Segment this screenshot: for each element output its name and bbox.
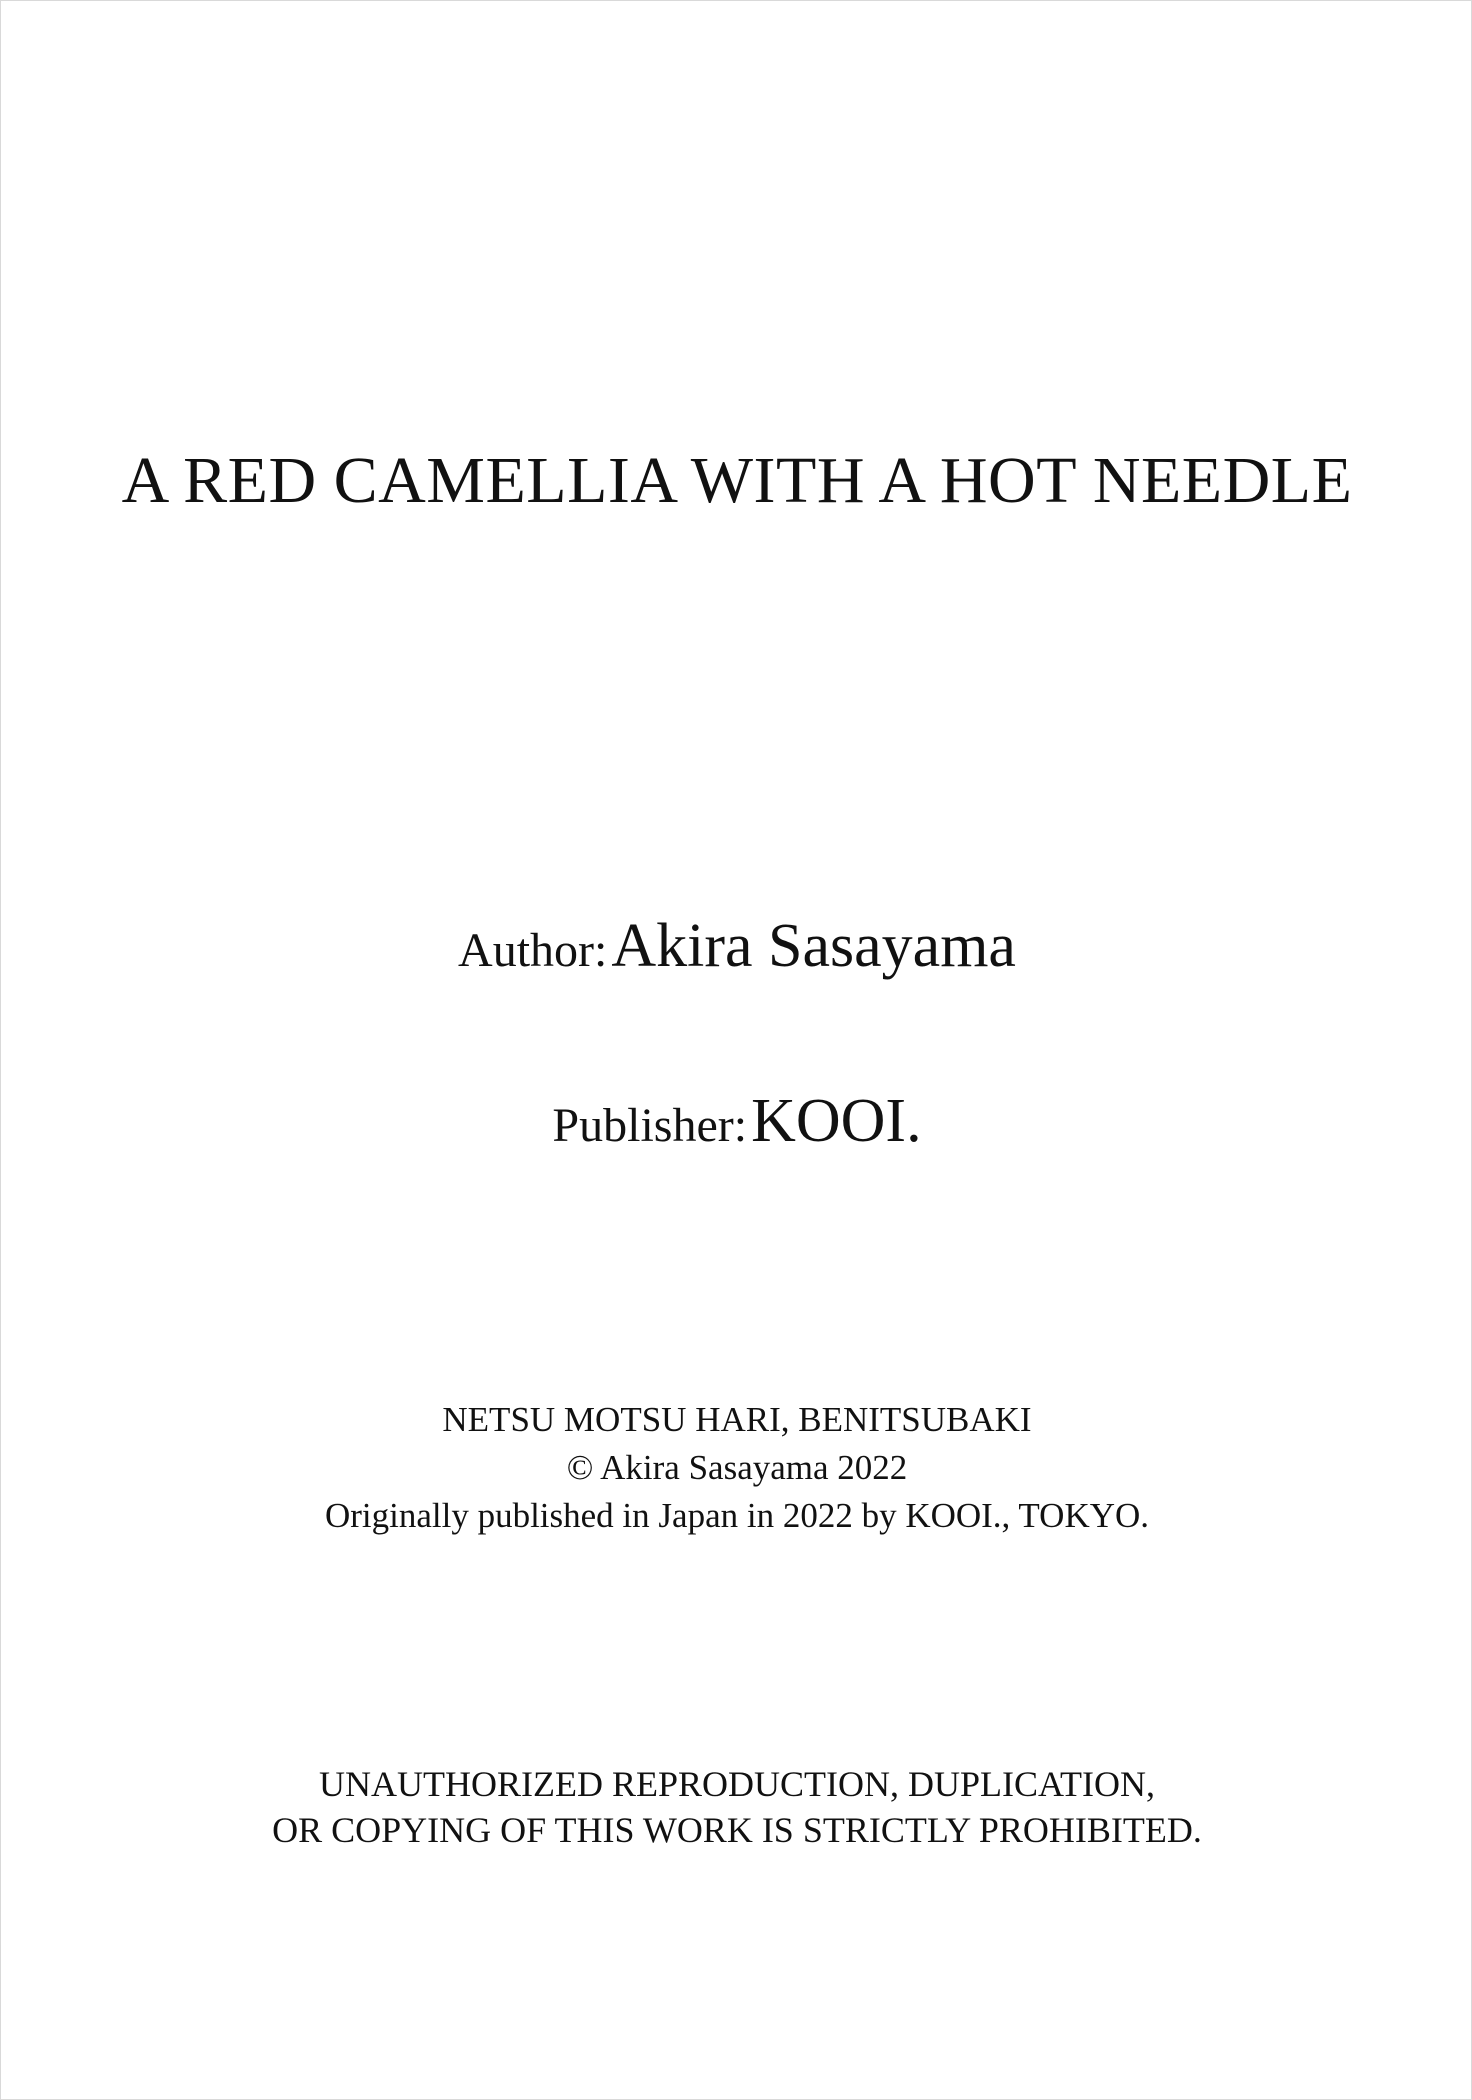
origin-line: Originally published in Japan in 2022 by KOOI., TOKYO.	[324, 1496, 1150, 1535]
publisher-credit	[1, 1081, 1472, 1166]
publisher-name: KOOI.	[751, 1087, 922, 1155]
author-label: Author:	[458, 924, 608, 977]
author-name: Akira Sasayama	[611, 912, 1016, 980]
author-credit	[1, 906, 1472, 991]
book-title: A RED CAMELLIA WITH A HOT NEEDLE	[121, 444, 1353, 517]
notice-line-1: UNAUTHORIZED REPRODUCTION, DUPLICATION,	[319, 1764, 1155, 1804]
copyright-notice: © Akira Sasayama 2022	[566, 1448, 908, 1487]
notice-line-2: OR COPYING OF THIS WORK IS STRICTLY PROHIBITED.	[272, 1810, 1202, 1850]
reproduction-notice	[1, 1761, 1472, 1853]
publisher-label: Publisher:	[552, 1099, 748, 1152]
original-title: NETSU MOTSU HARI, BENITSUBAKI	[442, 1400, 1032, 1439]
copyright-block	[1, 1396, 1472, 1540]
